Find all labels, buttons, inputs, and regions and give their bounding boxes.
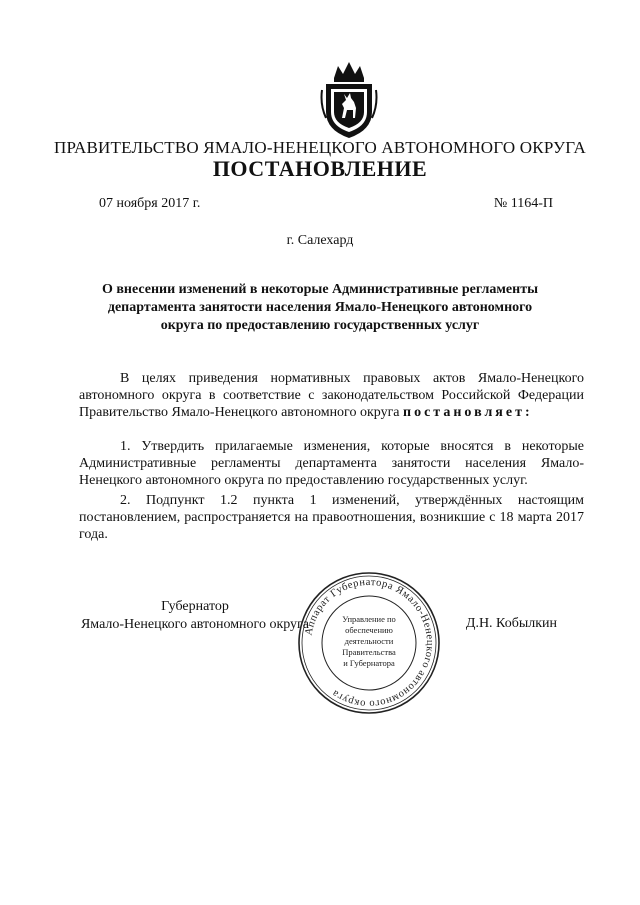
seal-center-line-1: Управление по	[342, 614, 396, 624]
seal-center-line-2: обеспечению	[345, 625, 393, 635]
document-number: № 1164-П	[493, 196, 553, 211]
official-seal	[296, 570, 442, 716]
seal-ring-text: Аппарат Губернатора Ямало-Ненецкого автономного округа	[303, 576, 436, 710]
preamble-text: В целях приведения нормативных правовых актов Ямало-Ненецкого автономного округа в соответствие с законодательством Российской Федерации Правительство Ямало-Ненецкого автономного округа	[79, 371, 584, 420]
item-paragraph-2: 2. Подпункт 1.2 пункта 1 изменений, утверждённых настоящим постановлением, распространяется на правоотношения, возникшие с 18 марта 2017 года.	[79, 493, 584, 542]
item-paragraph-1: 1. Утвердить прилагаемые изменения, которые вносятся в некоторые Административные регламенты департамента занятости населения Ямало-Ненецкого автономного округа по предоставлению государственных услуг.	[79, 439, 584, 488]
signatory-name: Д.Н. Кобылкин	[465, 616, 557, 631]
document-city: г. Салехард	[286, 233, 354, 248]
decree-word: постановляет:	[403, 405, 533, 420]
signatory-title-line2: Ямало-Ненецкого автономного округа	[80, 617, 310, 632]
signatory-title-line1: Губернатор	[161, 599, 229, 614]
seal-center-line-3: деятельности	[344, 636, 394, 646]
seal-center-line-5: и Губернатора	[343, 658, 395, 668]
preamble-paragraph	[79, 370, 584, 421]
document-subject: О внесении изменений в некоторые Административные регламенты департамента занятости населения Ямало-Ненецкого автономного округа по предоставлению государственных услуг	[101, 282, 539, 333]
document-date: 07 ноября 2017 г.	[99, 196, 201, 211]
government-title: ПРАВИТЕЛЬСТВО ЯМАЛО-НЕНЕЦКОГО АВТОНОМНОГО ОКРУГА	[54, 138, 586, 157]
coat-of-arms-emblem	[320, 60, 378, 140]
seal-center-line-4: Правительства	[342, 647, 396, 657]
document-type: ПОСТАНОВЛЕНИЕ	[212, 156, 428, 181]
signatory-title	[80, 598, 310, 634]
